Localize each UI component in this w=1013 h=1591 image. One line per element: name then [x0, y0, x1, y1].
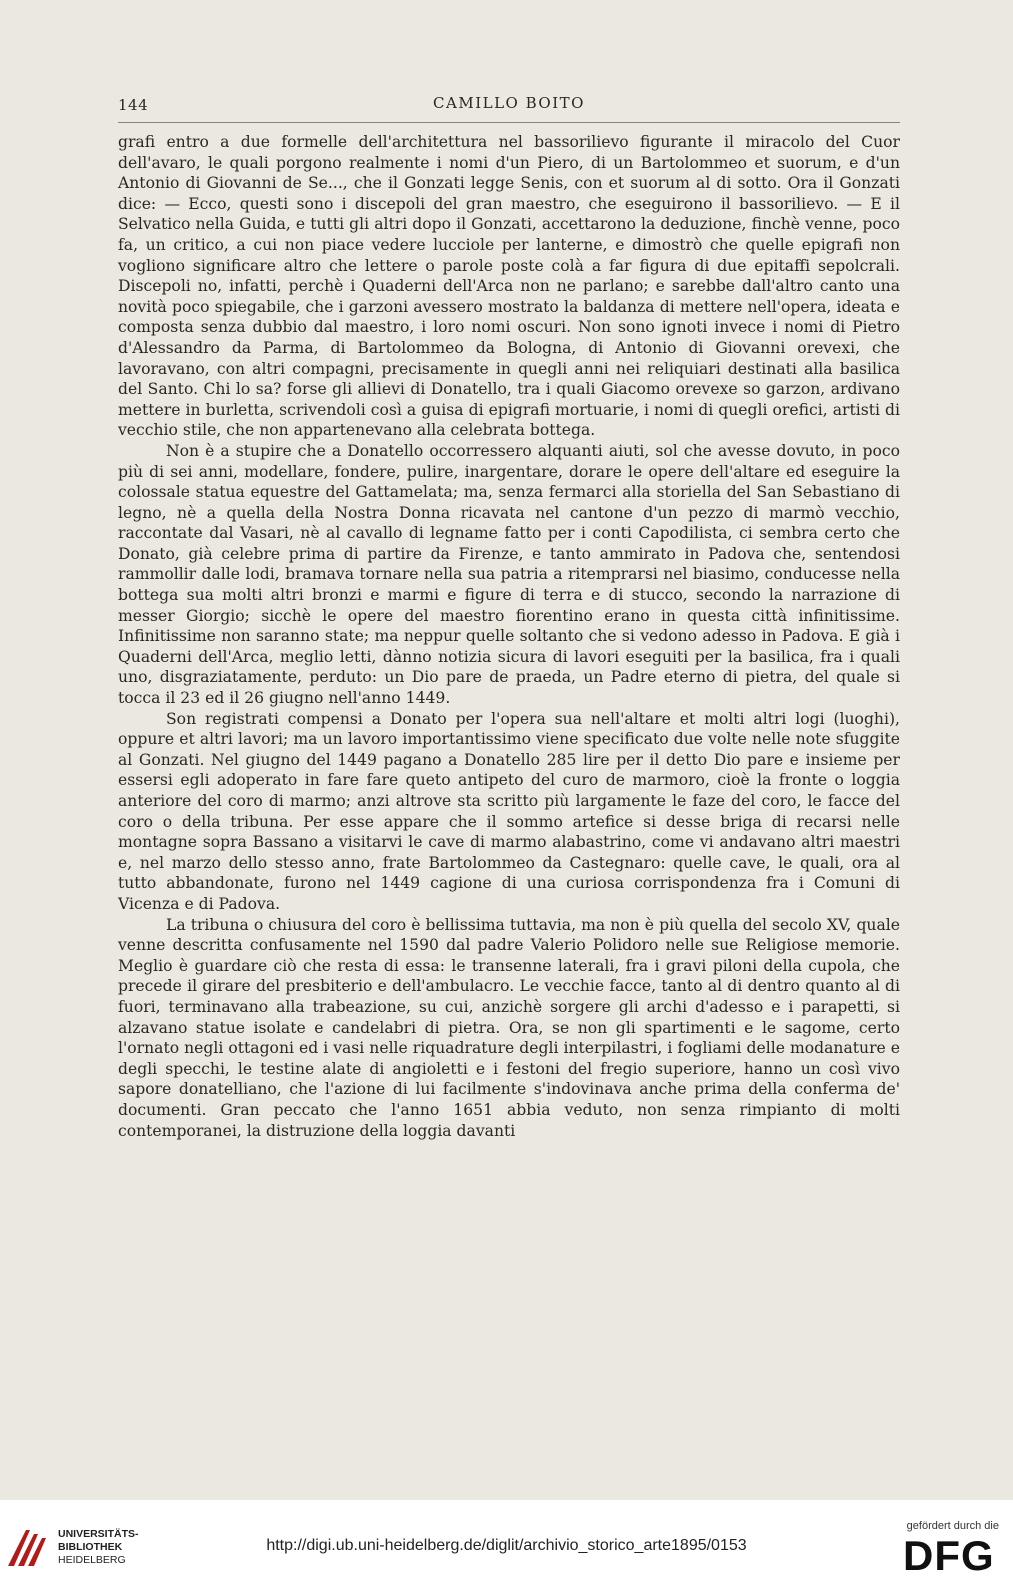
- paragraph: Non è a stupire che a Donatello occorressero alquanti aiuti, sol che avesse dovuto, in poco più di sei anni, modellare, fondere, pulire, inargentare, dorare le opere dell'altare ed eseguire la colossale statua equestre del Gattamelata; ma, senza fermarci alla storiella del San Sebastiano di legno, nè a quella della Nostra Donna ricavata nel cantone d'un pezzo di marmò vecchio, raccontate dal Vasari, nè al cavallo di legname fatto per i conti Capodilista, ci sembra certo che Donato, già celebre prima di partire da Firenze, e tanto ammirato in Padova che, sentendosi rammollir dalle lodi, bramava tornare nella sua patria a ritemprarsi nel biasimo, conducesse nella bottega sua molti altri bronzi e marmi e figure di terra e di stucco, secondo la narrazione di messer Giorgio; sicchè le opere del maestro fiorentino erano in questa città infinitissime. Infinitissime non saranno state; ma neppur quelle soltanto che si vedono adesso in Padova. E già i Quaderni dell'Arca, meglio letti, dànno notizia sicura di lavori eseguiti per la basilica, fra i quali uno, disgraziatamente, perduto: un Dio pare de praeda, un Padre eterno di pietra, del quale si tocca il 23 ed il 26 giugno nell'anno 1449.: [118, 441, 900, 708]
- institution-line: UNIVERSITÄTS-: [58, 1528, 139, 1540]
- page-number: 144: [118, 96, 149, 114]
- institution-line: HEIDELBERG: [58, 1554, 126, 1566]
- funder-block: [903, 1520, 999, 1574]
- institution-line: BIBLIOTHEK: [58, 1541, 123, 1553]
- source-url[interactable]: http://digi.ub.uni-heidelberg.de/diglit/archivio_storico_arte1895/0153: [266, 1537, 747, 1554]
- funder-label: gefördert durch die: [906, 1520, 999, 1532]
- body-text: [118, 132, 900, 1141]
- dfg-logo-icon: [903, 1534, 999, 1574]
- header-rule: [118, 122, 900, 123]
- paragraph: grafi entro a due formelle dell'architettura nel bassorilievo figurante il miracolo del Cuor dell'avaro, le quali porgono realmente i nomi d'un Piero, di un Bartolommeo et suorum, e d'un Antonio di Giovanni de Se..., che il Gonzati legge Senis, con et suorum al di sotto. Ora il Gonzati dice: — Ecco, questi sono i discepoli del gran maestro, che eseguirono il bassorilievo. — E il Selvatico nella Guida, e tutti gli altri dopo il Gonzati, accettarono la deduzione, finchè venne, poco fa, un critico, a cui non piace vedere lucciole per lanterne, e dimostrò che quelle epigrafi non vogliono significare altro che lettere o parole poste colà a far figura di due epitaffi sepolcrali. Discepoli no, infatti, perchè i Quaderni dell'Arca non ne parlano; e sarebbe dall'altro canto una novità poco spiegabile, che i garzoni avessero mostrato la baldanza di mettere nell'opera, ideata e composta senza dubbio dal maestro, i loro nomi oscuri. Non sono ignoti invece i nomi di Pietro d'Alessandro da Parma, di Bartolommeo da Bologna, di Antonio di Giovanni orevexi, che lavoravano, con altri compagni, precisamente in quegli anni nei reliquiari destinati alla basilica del Santo. Chi lo sa? forse gli allievi di Donatello, tra i quali Giacomo orevexe so garzon, ardivano mettere in burletta, scrivendoli così a guisa di epigrafi mortuarie, i nomi di quegli orefici, artisti di vecchio stile, che non appartenevano alla celebrata bottega.: [118, 133, 900, 440]
- dfg-logo-text: DFG: [903, 1534, 995, 1574]
- running-title: CAMILLO BOITO: [433, 94, 585, 112]
- paragraph: La tribuna o chiusura del coro è bellissima tuttavia, ma non è più quella del secolo XV, quale venne descritta confusamente nel 1590 dal padre Valerio Polidoro nelle sue Religiose memorie. Meglio è guardare ciò che resta di essa: le transenne laterali, fra i gravi piloni della cupola, che precede il girare del presbiterio e dell'ambulacro. Le vecchie facce, tanto al di dentro quanto al di fuori, terminavano alla trabeazione, su cui, anzichè sorgere gli archi d'adesso e i parapetti, si alzavano statue isolate e candelabri di pietra. Ora, se non gli spartimenti e le sagome, certo l'ornato negli ottagoni ed i vasi nelle riquadrature degli interpilastri, i fogliami delle modanature e degli specchi, le testine alate di angioletti e i festoni del fregio superiore, hanno un così vivo sapore donatelliano, che l'azione di lui facilmente s'indovinava anche prima della conferma de' documenti. Gran peccato che l'anno 1651 abbia veduto, non senza rimpianto di molti contemporanei, la distruzione della loggia davanti: [118, 915, 900, 1140]
- page-header: [118, 92, 900, 122]
- paragraph: Son registrati compensi a Donato per l'opera sua nell'altare et molti altri logi (luoghi), oppure et altri lavori; ma un lavoro importantissimo viene specificato due volte nelle note sfuggite al Gonzati. Nel giugno del 1449 pagano a Donatello 285 lire per il detto Dio pare e insieme per essersi egli adoperato in fare fare queto antipeto del curo de marmoro, cioè la fronte o loggia anteriore del coro di marmo; anzi altrove sta scritto più largamente le faze del coro, le facce del coro o della tribuna. Per esse appare che il sommo artefice si desse briga di recarsi nelle montagne sopra Bassano a visitarvi le cave di marmo alabastrino, come vi andavano altri maestri e, nel marzo dello stesso anno, frate Bartolommeo da Castegnaro: quelle cave, le quali, ora al tutto abbandonate, furono nel 1449 cagione di una curiosa corrispondenza fra i Comuni di Vicenza e di Padova.: [118, 709, 900, 913]
- footer-bar: [0, 1500, 1013, 1591]
